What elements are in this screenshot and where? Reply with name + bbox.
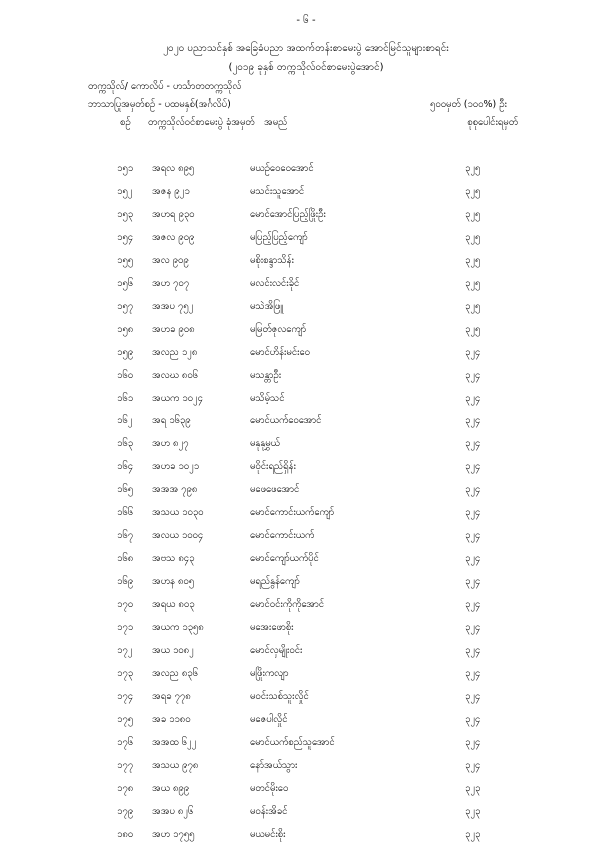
roll-number-cell: အအထ ၆၂၂ <box>152 736 197 748</box>
serial-number-cell: ၁၆၅ <box>117 484 134 496</box>
major-label: ဘာသာပြုအမှတ်စဉ် - ပထမနှစ်(အင်္ဂလိပ်) <box>88 99 231 110</box>
score-cell: ၃၂၄ <box>465 690 481 702</box>
roll-number-cell: အအအ ၇၉၈ <box>152 484 198 496</box>
roll-number-cell: အသယ ၉၇၈ <box>152 759 199 771</box>
table-row <box>0 667 612 690</box>
name-cell: မောင်ကောင်းယက်ကျော် <box>250 507 335 519</box>
score-cell: ၃၂၄ <box>465 507 481 519</box>
roll-number-cell: အဇလ ၉၀၉ <box>152 231 195 243</box>
name-cell: မသိမ့်သင် <box>250 392 285 404</box>
score-cell: ၃၂၅ <box>465 300 481 312</box>
serial-number-cell: ၁၅၆ <box>117 277 134 289</box>
serial-number-cell: ၁၇၆ <box>117 736 134 748</box>
serial-number-cell: ၁၅၃ <box>117 208 134 220</box>
roll-number-cell: အအပ ၈၂၆ <box>152 805 194 817</box>
table-row <box>0 690 612 713</box>
roll-number-cell: အလယ ၁၀၀၄ <box>152 530 204 542</box>
document-title: ၂၀၂၀ ပညာသင်နှစ် အခြေခံပညာ အထက်တန်းစာမေးပွဲ အောင်မြင်သူများစာရင်း <box>163 43 449 54</box>
score-cell: ၃၂၄ <box>465 576 481 588</box>
table-row <box>0 483 612 506</box>
serial-number-cell: ၁၅၇ <box>117 300 134 312</box>
table-row <box>0 208 612 231</box>
score-cell: ၃၂၄ <box>465 667 481 679</box>
name-cell: မဝင်းသစ်သူးလှိုင် <box>250 690 309 702</box>
name-cell: မယမင်းစိုး <box>250 828 286 840</box>
serial-number-cell: ၁၇၉ <box>117 805 134 817</box>
total-score-label: ၅၀၀မှတ် (၁၀၀%) ဦး <box>430 99 507 110</box>
serial-number-cell: ၁၆၀ <box>117 369 134 381</box>
name-cell: မောင်ယက်စည်သူအောင် <box>250 736 335 748</box>
document-subtitle: (၂၀၁၉ ခုနှစ် တက္ကသိုလ်ဝင်စာမေးပွဲအောင်) <box>228 62 384 73</box>
serial-number-cell: ၁၇၂ <box>117 645 133 657</box>
table-row <box>0 185 612 208</box>
serial-number-cell: ၁၇၄ <box>117 690 134 702</box>
score-cell: ၃၂၄ <box>465 759 481 771</box>
roll-number-cell: အယ ၈၉၉ <box>152 782 190 794</box>
table-row <box>0 300 612 323</box>
score-cell: ၃၂၄ <box>465 645 481 657</box>
table-row <box>0 254 612 277</box>
serial-number-cell: ၁၆၇ <box>117 530 134 542</box>
serial-number-cell: ၁၇၇ <box>117 759 134 771</box>
roll-number-cell: အဗသ ၈၄၃ <box>152 553 195 565</box>
table-row <box>0 414 612 437</box>
name-cell: မပြည့်ပြည့်ကျော် <box>250 231 308 243</box>
score-cell: ၃၂၄ <box>465 599 481 611</box>
roll-number-cell: အယက ၁၃၅၈ <box>152 622 204 634</box>
serial-number-cell: ၁၅၁ <box>117 163 134 174</box>
serial-number-cell: ၁၆၉ <box>117 576 134 588</box>
table-row <box>0 437 612 460</box>
roll-number-cell: အလဃ ၈၀၆ <box>152 369 199 381</box>
table-row <box>0 460 612 483</box>
roll-number-cell: အဟ ၈၂၇ <box>152 438 189 450</box>
roll-number-cell: အဟ ၇၀၇ <box>152 277 190 289</box>
table-row <box>0 805 612 828</box>
score-cell: ၃၂၅ <box>465 208 481 220</box>
table-row <box>0 506 612 529</box>
roll-number-cell: အရလ ၈၉၅ <box>152 163 195 174</box>
name-cell: မဝိုင်းရည်ရှိန်း <box>250 461 296 473</box>
table-row <box>0 598 612 621</box>
name-cell: မဝန်းအိခင် <box>250 805 288 817</box>
serial-number-cell: ၁၇၃ <box>117 667 134 679</box>
name-cell: မဖြိုးကလျာ <box>250 667 289 679</box>
name-cell: မဖေဖေအောင် <box>250 484 300 496</box>
name-cell: မောင်ဟိန်းမင်းဝေ <box>250 346 310 358</box>
name-cell: မသဲအိဖြူ <box>250 300 284 312</box>
table-row <box>0 759 612 782</box>
name-cell: မအေးဖောစိုး <box>250 622 294 634</box>
score-cell: ၃၂၄ <box>465 392 481 404</box>
score-cell: ၃၂၄ <box>465 369 481 381</box>
serial-number-cell: ၁၅၄ <box>117 231 134 243</box>
name-cell: မတင်မိုးဝေ <box>250 782 289 794</box>
table-row <box>0 277 612 300</box>
score-cell: ၃၂၄ <box>465 461 481 473</box>
name-cell: မစိုးစန္ဒာသိန်း <box>250 254 294 266</box>
serial-number-cell: ၁၈၀ <box>117 828 134 840</box>
results-table <box>0 162 612 851</box>
table-row <box>0 644 612 667</box>
table-row <box>0 346 612 369</box>
name-cell: မသန္တာဦး <box>250 369 282 381</box>
roll-number-cell: အဟခ ၉၀၈ <box>152 323 195 335</box>
score-cell: ၃၂၄ <box>465 438 481 450</box>
name-cell: မောင်ဝင်းကိုကိုအောင် <box>250 599 325 611</box>
roll-number-cell: အလည ၁၂၈ <box>152 346 198 358</box>
serial-number-cell: ၁၆၂ <box>117 415 133 427</box>
serial-number-cell: ၁၇၈ <box>117 782 134 794</box>
table-row <box>0 782 612 805</box>
roll-number-cell: အဇန ၉၂၁ <box>152 185 190 197</box>
header-roll-number: တက္ကသိုလ်ဝင်စာမေးပွဲ ခုံအမှတ် <box>148 117 255 128</box>
roll-number-cell: အသယ ၁၀၃၀ <box>152 507 204 519</box>
score-cell: ၃၂၅ <box>465 163 481 174</box>
table-row <box>0 392 612 415</box>
roll-number-cell: အဟရ ၉၃၀ <box>152 208 195 220</box>
score-cell: ၃၂၄ <box>465 736 481 748</box>
serial-number-cell: ၁၆၁ <box>117 392 134 404</box>
roll-number-cell: အရယ ၈၀၃ <box>152 599 195 611</box>
roll-number-cell: အခ ၁၁၈၀ <box>152 713 191 725</box>
serial-number-cell: ၁၆၃ <box>117 438 134 450</box>
score-cell: ၃၂၄ <box>465 484 481 496</box>
name-cell: နော်အယ်သွား <box>250 759 298 771</box>
score-cell: ၃၂၄ <box>465 415 481 427</box>
table-row <box>0 529 612 552</box>
table-row <box>0 828 612 851</box>
roll-number-cell: အလ ၉၀၉ <box>152 254 189 266</box>
name-cell: မောင်အောင်ပြည့်ဖြိုးဦး <box>250 208 326 220</box>
score-cell: ၃၂၄ <box>465 553 481 565</box>
serial-number-cell: ၁၇၁ <box>117 622 134 634</box>
roll-number-cell: အအပ ၇၅၂ <box>152 300 194 312</box>
roll-number-cell: အဟခ ၁၀၂၁ <box>152 461 200 473</box>
header-total-score: စုစုပေါင်းရမှတ် <box>467 117 518 128</box>
name-cell: မောင်လှမျိုးဝင်း <box>250 645 303 657</box>
table-row <box>0 713 612 736</box>
table-row <box>0 162 612 185</box>
score-cell: ၃၂၃ <box>465 782 481 794</box>
serial-number-cell: ၁၆၆ <box>117 507 134 519</box>
table-row <box>0 575 612 598</box>
name-cell: မလင်းလင်းခိုင် <box>250 277 300 289</box>
name-cell: မသင်းသူအောင် <box>250 185 305 197</box>
page-number: - ၆ - <box>296 15 316 26</box>
score-cell: ၃၂၅ <box>465 185 481 197</box>
serial-number-cell: ၁၅၈ <box>117 323 134 335</box>
serial-number-cell: ၁၇၀ <box>117 599 134 611</box>
score-cell: ၃၂၅ <box>465 277 481 289</box>
name-cell: မနုနုမွှယ် <box>250 438 280 450</box>
roll-number-cell: အဟန ၈၀၅ <box>152 576 195 588</box>
score-cell: ၃၂၃ <box>465 828 481 840</box>
serial-number-cell: ၁၆၈ <box>117 553 134 565</box>
roll-number-cell: အရ ၁၆၃၉ <box>152 415 191 427</box>
name-cell: မမြတ်ဇုလကျော် <box>250 323 307 335</box>
score-cell: ၃၂၄ <box>465 622 481 634</box>
name-cell: မောင်ကျော်ယက်ပိုင် <box>250 553 319 565</box>
serial-number-cell: ၁၇၅ <box>117 713 134 725</box>
score-cell: ၃၂၃ <box>465 805 481 817</box>
table-row <box>0 369 612 392</box>
table-row <box>0 231 612 254</box>
score-cell: ၃၂၅ <box>465 323 481 335</box>
roll-number-cell: အလည ၈၃၆ <box>152 667 198 679</box>
table-row <box>0 323 612 346</box>
name-cell: မောင်ယက်ဝေအောင် <box>250 415 322 427</box>
table-row <box>0 736 612 759</box>
university-label: တက္ကသိုလ်/ ကောလိပ် - ဟင်္သာတတက္ကသိုလ် <box>88 81 242 92</box>
score-cell: ၃၂၄ <box>465 713 481 725</box>
name-cell: မရည်နွန်ကျော် <box>250 576 300 588</box>
table-row <box>0 621 612 644</box>
score-cell: ၃၂၅ <box>465 231 481 243</box>
header-name: အမည် <box>264 117 288 128</box>
name-cell: မဇေပါလှိုင် <box>250 713 288 725</box>
roll-number-cell: အယက ၁၀၂၄ <box>152 392 203 404</box>
serial-number-cell: ၁၅၉ <box>117 346 134 358</box>
score-cell: ၃၂၄ <box>465 346 481 358</box>
serial-number-cell: ၁၅၅ <box>117 254 134 266</box>
serial-number-cell: ၁၆၄ <box>117 461 134 473</box>
roll-number-cell: အယ ၁၀၈၂ <box>152 645 194 657</box>
table-row <box>0 552 612 575</box>
name-cell: မယဉ်ဝေဝေအောင် <box>250 163 314 174</box>
score-cell: ၃၂၄ <box>465 530 481 542</box>
roll-number-cell: အရခ ၇၇၈ <box>152 690 191 702</box>
name-cell: မောင်ကောင်းယက် <box>250 530 315 542</box>
score-cell: ၃၂၅ <box>465 254 481 266</box>
serial-number-cell: ၁၅၂ <box>117 185 133 197</box>
roll-number-cell: အဟ ၁၇၅၅ <box>152 828 195 840</box>
header-serial-number: စဉ် <box>120 117 131 128</box>
